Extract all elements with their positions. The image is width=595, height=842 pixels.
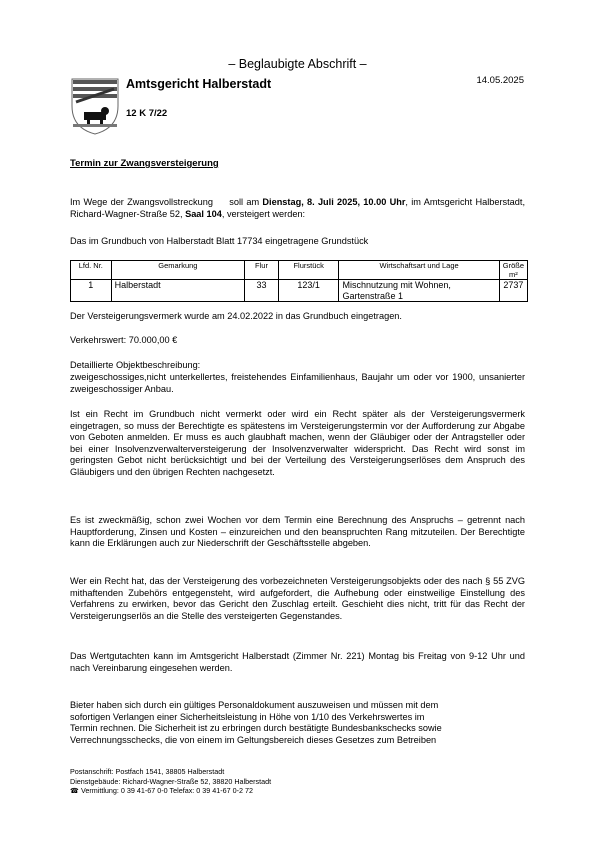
property-table bbox=[70, 260, 528, 302]
cell-flurstueck: 123/1 bbox=[278, 280, 339, 302]
registration-note: Der Versteigerungsvermerk wurde am 24.02.2022 in das Grundbuch eingetragen. bbox=[70, 311, 402, 321]
cell-flur: 33 bbox=[245, 280, 279, 302]
table-row bbox=[71, 280, 528, 302]
auction-date: Dienstag, 8. Juli 2025, 10.00 Uhr bbox=[262, 197, 406, 207]
object-description-title: Detaillierte Objektbeschreibung: bbox=[70, 360, 201, 370]
cell-lage-line: Gartenstraße 1 bbox=[342, 290, 403, 301]
document-date: 14.05.2025 bbox=[476, 75, 524, 86]
land-register-line: Das im Grundbuch von Halberstadt Blatt 17734 eingetragene Grundstück bbox=[70, 236, 369, 246]
phone-numbers: Vermittlung: 0 39 41-67 0-0 Telefax: 0 39 41-67 0-2 72 bbox=[80, 786, 254, 795]
claim-calculation-paragraph: Es ist zweckmäßig, schon zwei Wochen vor dem Termin eine Berechnung des Anspruchs – getrennt nach Hauptforderung, Zinsen und Kosten – einzureichen und den beanspruchten Rang mitzuteilen. Der Berechtigte kann die Erklärungen auch zur Niederschrift der Geschäftsstelle abgeben. bbox=[70, 515, 525, 548]
col-flurstueck: Flurstück bbox=[278, 261, 339, 280]
valuation-report-paragraph: Das Wertgutachten kann im Amtsgericht Halberstadt (Zimmer Nr. 221) Montag bis Freitag von 9-12 Uhr und nach Vereinbarung eingesehen werden. bbox=[70, 651, 525, 673]
market-value: Verkehrswert: 70.000,00 € bbox=[70, 335, 178, 345]
object-description: zweigeschossiges,nicht unterkellertes, freistehendes Einfamilienhaus, Baujahr um oder vor 1900, unsanierter zweigeschossiger Anbau. bbox=[70, 372, 525, 394]
col-groesse: Größe m² bbox=[499, 261, 527, 280]
coat-of-arms-icon bbox=[70, 76, 120, 136]
footer bbox=[70, 767, 271, 796]
auction-intro bbox=[70, 197, 525, 220]
col-flur: Flur bbox=[245, 261, 279, 280]
rights-paragraph: Ist ein Recht im Grundbuch nicht vermerkt oder wird ein Recht später als der Versteigerungsvermerk eingetragen, so muss der Berechtigte es spätestens im Versteigerungstermin vor der Aufforderung zur Abgabe von Geboten anmelden. Er muss es auch glaubhaft machen, wenn der Gläubiger oder der Antragsteller oder bei einer Insolvenzverwalterversteigerung der Insolvenzverwalter widerspricht. Das Recht wird sonst im geringsten Gebot nicht berücksichtigt und bei der Verteilung des Versteigerungserlöses dem Anspruch des Gläubigers und den übrigen Rechten nachgesetzt. bbox=[70, 409, 525, 477]
bidder-line: Bieter haben sich durch ein gültiges Personaldokument auszuweisen und müssen mit dem bbox=[70, 700, 439, 710]
certified-copy-heading: – Beglaubigte Abschrift – bbox=[228, 57, 367, 71]
opposing-rights-paragraph: Wer ein Recht hat, das der Versteigerung des vorbezeichneten Versteigerungsobjekts oder des nach § 55 ZVG mithaftenden Zubehörs entgegensteht, wird aufgefordert, die Aufhebung oder einstweilige Einstellung des Verfahrens zu erwirken, bevor das Gericht den Zuschlag erteilt. Geschieht dies nicht, tritt für das Recht der Versteigerungserlös an die Stelle des versteigerten Gegenstandes. bbox=[70, 576, 525, 621]
building-address: Dienstgebäude: Richard-Wagner-Straße 52, 38820 Halberstadt bbox=[70, 776, 272, 786]
phone-line bbox=[70, 786, 271, 796]
table-header-row bbox=[71, 261, 528, 280]
intro-text-end: , versteigert werden: bbox=[221, 208, 306, 219]
case-number: 12 K 7/22 bbox=[126, 108, 168, 119]
cell-gemarkung: Halberstadt bbox=[111, 280, 245, 302]
col-gemarkung: Gemarkung bbox=[111, 261, 245, 280]
postal-address: Postanschrift: Postfach 1541, 38805 Halberstadt bbox=[70, 767, 225, 776]
bidder-line: Termin rechnen. Die Sicherheit ist zu erbringen durch bestätigte Bundesbankschecks sowie bbox=[70, 723, 442, 733]
cell-groesse: 2737 bbox=[499, 280, 527, 302]
document-subject: Termin zur Zwangsversteigerung bbox=[70, 158, 219, 169]
col-wirtschaftsart: Wirtschaftsart und Lage bbox=[339, 261, 499, 280]
intro-text-location: , im Amtsgericht Halberstadt, Richard-Wagner-Straße 52, bbox=[70, 197, 526, 219]
cell-lfd-nr: 1 bbox=[71, 280, 112, 302]
cell-lage-line: Mischnutzung mit Wohnen, bbox=[342, 280, 451, 290]
auction-room: Saal 104 bbox=[185, 208, 222, 219]
intro-text: Im Wege der Zwangsvollstreckung soll am bbox=[70, 197, 263, 207]
bidder-paragraph bbox=[70, 700, 525, 746]
telephone-icon: ☎ bbox=[70, 786, 79, 795]
bidder-line: Verrechnungsschecks, die von einem im Geltungsbereich dieses Gesetzes zum Betreiben bbox=[70, 734, 437, 745]
court-name: Amtsgericht Halberstadt bbox=[126, 77, 272, 91]
bidder-line: sofortigen Verlangen einer Sicherheitsleistung in Höhe von 1/10 des Verkehrswertes im bbox=[70, 711, 425, 722]
col-lfd-nr: Lfd. Nr. bbox=[71, 261, 112, 280]
cell-wirtschaftsart bbox=[339, 280, 499, 302]
